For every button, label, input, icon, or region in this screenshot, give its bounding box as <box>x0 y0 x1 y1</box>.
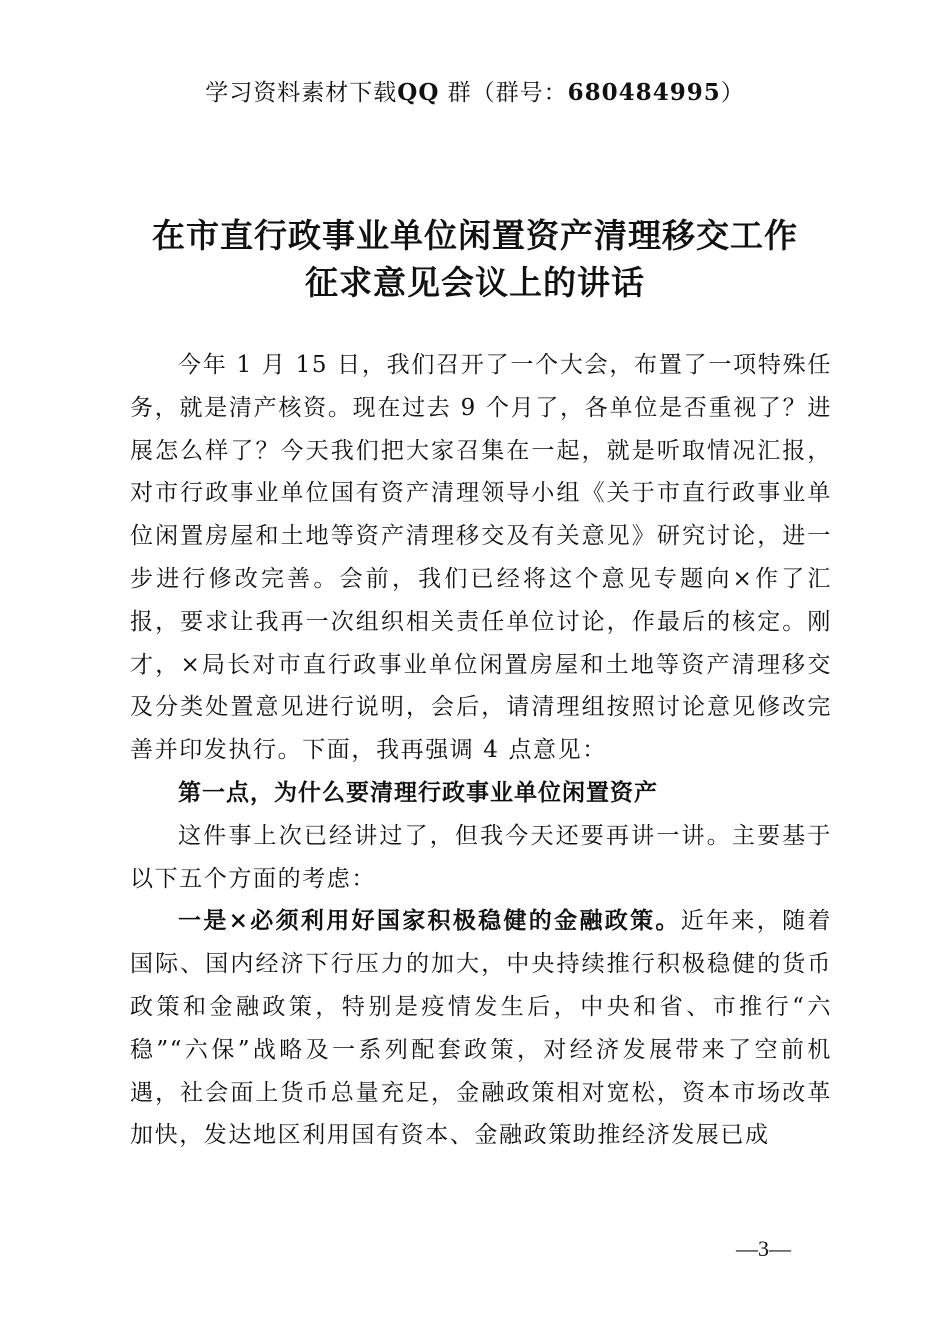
header-line <box>0 74 950 107</box>
header-group-number: 680484995 <box>567 79 721 106</box>
paragraph-reasons-intro: 这件事上次已经讲过了，但我今天还要再讲一讲。主要基于以下五个方面的考虑： <box>130 822 832 892</box>
document-body <box>130 344 832 1157</box>
document-title <box>60 212 890 306</box>
title-line-2: 征求意见会议上的讲话 <box>305 263 645 302</box>
header-text: 学习资料素材下载 <box>205 80 398 106</box>
reason-1-lead: 一是×必须利用好国家积极稳健的金融政策。 <box>178 907 681 935</box>
section-heading-1: 第一点，为什么要清理行政事业单位闲置资产 <box>178 779 658 806</box>
header-text-group: 群（群号： <box>439 80 568 106</box>
title-line-1: 在市直行政事业单位闲置资产清理移交工作 <box>152 216 798 255</box>
paragraph-reason-1 <box>130 900 832 1157</box>
paragraph-intro: 今年 1 月 15 日，我们召开了一个大会，布置了一项特殊任务，就是清产核资。现在过去 9 个月了，各单位是否重视了？进展怎么样了？今天我们把大家召集在一起，就是听取情况汇报，对市行政事业单位国有资产清理领导小组《关于市直行政事业单位闲置房屋和土地等资产清理移交及有关意见》研究讨论，进一步进行修改完善。会前，我们已经将这个意见专题向×作了汇报，要求让我再一次组织相关责任单位讨论，作最后的核定。刚才，×局长对市直行政事业单位闲置房屋和土地等资产清理移交及分类处置意见进行说明，会后，请清理组按照讨论意见修改完善并印发执行。下面，我再强调 4 点意见： <box>130 352 832 764</box>
header-qq: QQ <box>397 79 440 106</box>
header-close-paren: ） <box>720 80 745 106</box>
reason-1-text: 近年来，随着国际、国内经济下行压力的加大，中央持续推行积极稳健的货币政策和金融政策，特别是疫情发生后，中央和省、市推行“六稳”“六保”战略及一系列配套政策，对经济发展带来了空前机遇，社会面上货币总量充足，金融政策相对宽松，资本市场改革加快，发达地区利用国有资本、金融政策助推经济发展已成 <box>130 908 832 1149</box>
page-number: —3— <box>736 1236 791 1261</box>
